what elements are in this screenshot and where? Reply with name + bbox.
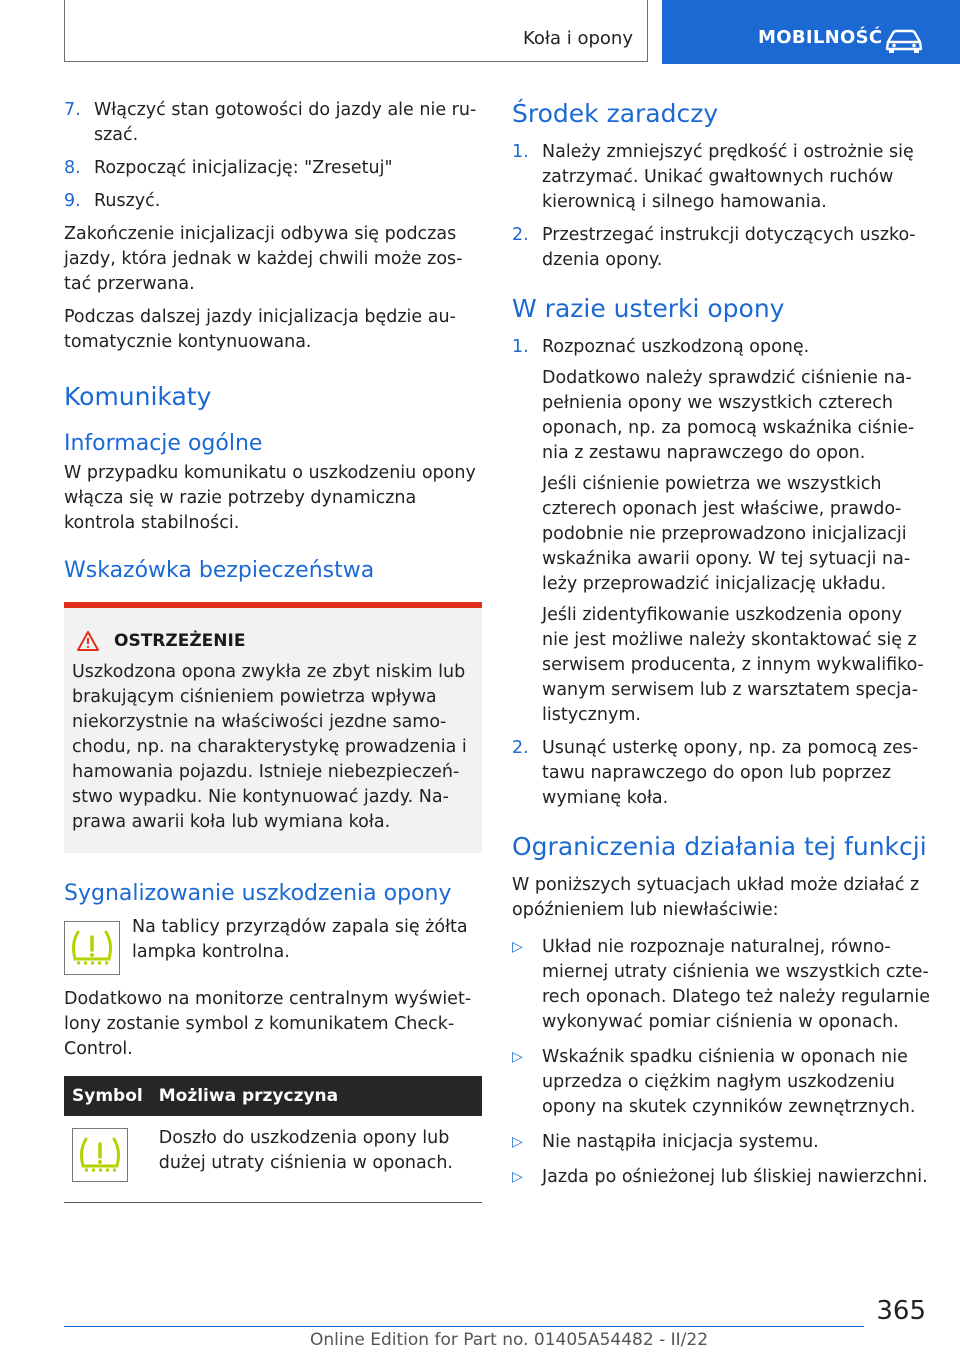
arrow-right-icon: ▷ [512, 1049, 523, 1065]
warning-box [64, 602, 482, 853]
indicator-lamp-text: Na tablicy przyrządów zapala się żółta lampka kontrolna. [132, 917, 468, 962]
init-steps-list [64, 98, 482, 214]
list-item: 9. Ruszyć. [64, 191, 161, 211]
car-icon [884, 28, 924, 54]
list-item: ▷ Wskaźnik spadku ciśnienia w oponach nie uprzedza o ciężkim nagłym uszkodzeniu opony na skutek czynników zewnętrznych. [512, 1047, 916, 1117]
list-item: ▷ Układ nie rozpoznaje naturalnej, równomiernej utraty ciśnienia we wszystkich czterech oponach. Dlatego też należy regularnie wykonywać pomiar ciśnienia w oponach. [512, 937, 930, 1032]
heading-messages: Komunikaty [64, 382, 212, 411]
footer-edition: Online Edition for Part no. 01405A54482 - II/22 [310, 1330, 709, 1350]
chapter-title: MOBILNOŚĆ [758, 27, 883, 48]
paragraph: W przypadku komunikatu o uszkodzeniu opony włącza się w razie potrzeby dynamiczna kontrola stabilności. [64, 463, 476, 533]
arrow-right-icon: ▷ [512, 1169, 523, 1185]
list-item: 8. Rozpocząć inicjalizację: "Zresetuj" [64, 158, 393, 178]
header-section-box [64, 0, 648, 62]
page-number: 365 [876, 1296, 926, 1326]
list-item: 2. Usunąć usterkę opony, np. za pomocą zestawu naprawczego do opon lub poprzez wymianę koła. [512, 738, 919, 808]
footer-divider [64, 1326, 864, 1327]
table-cell-cause: Doszło do uszkodzenia opony lub dużej utraty ciśnienia w oponach. [158, 1128, 453, 1173]
warning-title: OSTRZEŻENIE [114, 631, 246, 651]
tire-pressure-warning-icon [69, 928, 115, 968]
list-item: 1. Rozpoznać uszkodzoną oponę. Dodatkowo należy sprawdzić ciśnienie napełnienia opony we wszystkich czterech oponach, np. za pomocą wskaźnika ciśnienia z zestawu naprawczego do opon. Jeśli ciśnienie powietrza we wszystkich czterech oponach jest właściwe, prawdopodobnie nie przeprowadzono inicjalizacji wskaźnika awarii opony. W tej sytuacji należy przeprowadzić inicjalizację układu. Jeśli zidentyfikowanie uszkodzenia opony nie jest możliwe należy skontaktować się z serwisem producenta, z innym wykwalifikowanym serwisem lub z warsztatem specjalistycznym. [512, 337, 924, 725]
paragraph: Zakończenie inicjalizacji odbywa się podczas jazdy, która jednak w każdej chwili może zostać przerwana. [64, 224, 463, 294]
tire-pressure-warning-icon [77, 1135, 123, 1175]
list-item: 2. Przestrzegać instrukcji dotyczących uszkodzenia opony. [512, 225, 916, 270]
warning-text: Uszkodzona opona zwykła ze zbyt niskim lub brakującym ciśnieniem powietrza wpływa niekorzystnie na właściwości jezdne samochodu, np. na charakterystykę prowadzenia i hamowania pojazdu. Istnieje niebezpieczeństwo wypadku. Nie kontynuować jazdy. Naprawa awarii koła lub wymiana koła. [72, 662, 467, 832]
indicator-lamp-row [64, 915, 482, 975]
list-item: 1. Należy zmniejszyć prędkość i ostrożnie się zatrzymać. Unikać gwałtownych ruchów kierownicą i silnego hamowania. [512, 142, 914, 212]
paragraph: Podczas dalszej jazdy inicjalizacja będzie automatycznie kontynuowana. [64, 307, 456, 352]
heading-safety: Wskazówka bezpieczeństwa [64, 558, 375, 583]
list-item: ▷ Jazda po ośnieżonej lub śliskiej nawierzchni. [512, 1165, 930, 1190]
warning-triangle-icon [76, 630, 100, 652]
heading-general: Informacje ogólne [64, 431, 263, 456]
list-item: 7. Włączyć stan gotowości do jazdy ale nie ruszać. [64, 100, 477, 145]
heading-limits: Ograniczenia działania tej funkcji [512, 832, 927, 861]
remedy-steps-list [512, 140, 930, 273]
paragraph: W poniższych sytuacjach układ może działać z opóźnieniem lub niewłaściwie: [512, 875, 920, 920]
paragraph: Dodatkowo na monitorze centralnym wyświetlony zostanie symbol z komunikatem Check-Control. [64, 989, 472, 1059]
fault-steps-list [512, 335, 930, 811]
table-header-symbol: Symbol [64, 1076, 151, 1116]
list-item: ▷ Nie nastąpiła inicjacja systemu. [512, 1130, 930, 1155]
right-column [512, 98, 930, 1200]
symbol-table [64, 1076, 482, 1203]
heading-signal: Sygnalizowanie uszkodzenia opony [64, 881, 452, 906]
limits-list [512, 935, 930, 1190]
arrow-right-icon: ▷ [512, 1134, 523, 1150]
left-column [64, 98, 482, 1203]
heading-remedy: Środek zaradczy [512, 99, 719, 128]
table-header-cause: Możliwa przyczyna [151, 1076, 482, 1116]
section-title: Koła i opony [522, 28, 633, 49]
heading-fault: W razie usterki opony [512, 294, 785, 323]
arrow-right-icon: ▷ [512, 939, 523, 955]
table-row [64, 1116, 482, 1203]
